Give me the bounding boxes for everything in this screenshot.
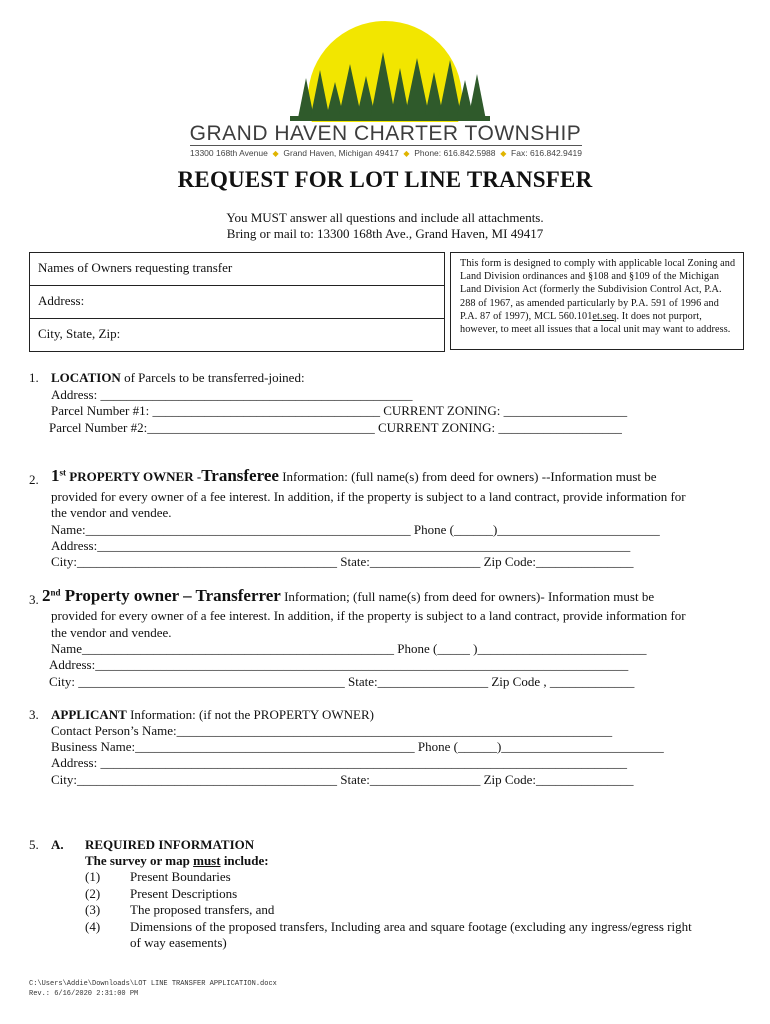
bullet-icon: ◆ [403, 148, 410, 158]
org-fax: Fax: 616.842.9419 [511, 148, 582, 158]
org-contact-line [190, 148, 582, 158]
section2-address-field[interactable]: Address:__________________________________________________________________________________ [51, 538, 631, 553]
section3-line2: provided for every owner of a fee interest. In addition, if the property is subject to a land contract, provide information for [51, 608, 686, 623]
section5-number: 5. [29, 837, 39, 852]
owner-names-field[interactable] [30, 253, 444, 286]
section4-contact-field[interactable]: Contact Person’s Name:___________________________________________________________________ [51, 723, 613, 738]
section4-heading: APPLICANT Information: (if not the PROPERTY OWNER) [51, 707, 374, 722]
owner-address-label: Address: [38, 293, 85, 308]
section1-number: 1. [29, 370, 39, 385]
org-city: Grand Haven, Michigan 49417 [283, 148, 399, 158]
section2-city-field[interactable]: City:________________________________________ State:_________________ Zip Code:_______________ [51, 554, 634, 569]
section4-number: 3. [29, 707, 39, 722]
section1-parcel1-field[interactable]: Parcel Number #1: ___________________________________ CURRENT ZONING: ___________________ [51, 403, 628, 418]
section1-address-field[interactable]: Address: ________________________________________________ [51, 387, 413, 402]
section3-name-field[interactable]: Name________________________________________________ Phone (_____ )__________________________ [51, 641, 647, 656]
footer-path: C:\Users\Addie\Downloads\LOT LINE TRANSFER APPLICATION.docx [29, 980, 277, 988]
page-title: REQUEST FOR LOT LINE TRANSFER [177, 167, 593, 192]
section3-city-field[interactable]: City: _________________________________________ State:_________________ Zip Code , _____________ [49, 674, 635, 689]
list-item: The proposed transfers, and [130, 902, 275, 917]
notice-box [450, 252, 744, 350]
section1-heading: LOCATION of Parcels to be transferred-joined: [51, 370, 305, 385]
intro-line-1: You MUST answer all questions and include all attachments. [226, 210, 544, 225]
section3-address-field[interactable]: Address:__________________________________________________________________________________ [49, 657, 629, 672]
owner-city-field[interactable] [30, 319, 444, 351]
section5-subheading: The survey or map must include: [85, 853, 269, 868]
section3-number: 3. [29, 592, 39, 607]
org-name: GRAND HAVEN CHARTER TOWNSHIP [189, 122, 582, 145]
notice-tail: . It does not purport, however, to meet all issues that a local unit may want to address. [460, 310, 731, 336]
section5-heading: REQUIRED INFORMATION [85, 837, 255, 852]
owner-address-field[interactable] [30, 286, 444, 319]
section3-line3: the vendor and vendee. [51, 625, 172, 640]
section1-parcel2-field[interactable]: Parcel Number #2:___________________________________ CURRENT ZONING: ___________________ [49, 420, 622, 435]
org-phone: Phone: 616.842.5988 [414, 148, 496, 158]
section2-heading: 1st PROPERTY OWNER -Transferee Information: (full name(s) from deed for owners) --Information must be [51, 466, 657, 485]
list-item: Dimensions of the proposed transfers, Including area and square footage (excluding any ingress/egress right [130, 919, 692, 934]
list-item-number: (2) [85, 886, 101, 901]
list-item-number: (3) [85, 902, 101, 917]
section4-business-field[interactable]: Business Name:___________________________________________ Phone (______)_________________________ [51, 739, 664, 754]
intro-line-2: Bring or mail to: 13300 168th Ave., Grand Haven, MI 49417 [226, 226, 544, 241]
list-item-number: (1) [85, 869, 101, 884]
bullet-icon: ◆ [500, 148, 507, 158]
owner-info-box [29, 252, 445, 352]
footer-revision: Rev.: 6/16/2020 2:31:00 PM [29, 990, 139, 998]
section2-line3: the vendor and vendee. [51, 505, 172, 520]
list-item-continuation: of way easements) [130, 935, 227, 950]
section4-city-field[interactable]: City:________________________________________ State:_________________ Zip Code:_______________ [51, 772, 634, 787]
notice-etseq: et.seq [592, 310, 617, 322]
section3-heading: 2nd Property owner – Transferrer Information; (full name(s) from deed for owners)- Information must be [42, 586, 655, 605]
list-item-number: (4) [85, 919, 101, 934]
section2-line2: provided for every owner of a fee interest. In addition, if the property is subject to a land contract, provide information for [51, 489, 686, 504]
section5-letter: A. [51, 837, 64, 852]
bullet-icon: ◆ [272, 148, 279, 158]
section4-address-field[interactable]: Address: _________________________________________________________________________________ [51, 755, 627, 770]
owner-names-label: Names of Owners requesting transfer [38, 260, 233, 275]
section2-number: 2. [29, 472, 39, 487]
header-divider [190, 145, 582, 146]
list-item: Present Descriptions [130, 886, 238, 901]
section2-name-field[interactable]: Name:__________________________________________________ Phone (______)_________________________ [51, 522, 660, 537]
notice-text: This form is designed to comply with applicable local Zoning and Land Division ordinances and §108 and §109 of the Michigan Land Division Act (formerly the Subdivision Control Act, P.A. 288 of 1967, as amended particularly by P.A. 591 of 1996 and P.A. 87 of 1997), MCL 560.101 [460, 258, 736, 322]
owner-city-label: City, State, Zip: [38, 326, 121, 341]
list-item: Present Boundaries [130, 869, 231, 884]
org-address: 13300 168th Avenue [190, 148, 268, 158]
